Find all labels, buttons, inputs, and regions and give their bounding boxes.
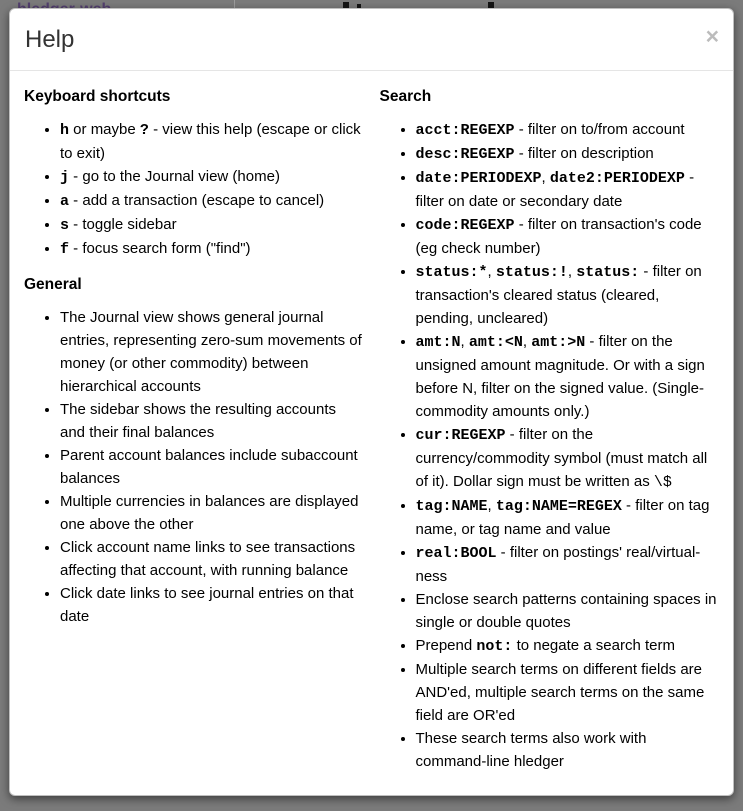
- code-token: status:*: [415, 264, 488, 281]
- help-list-item: • real:BOOL - filter on postings' real/virtual-ness: [416, 541, 720, 588]
- help-list-item: • amt:N, amt:<N, amt:>N - filter on the unsigned amount magnitude. Or with a sign before N, filter on the signed value. (Single-commodity amounts only.): [416, 330, 720, 423]
- code-token: h: [60, 122, 70, 139]
- code-token: real:BOOL: [415, 545, 497, 562]
- code-token: acct:REGEXP: [415, 122, 515, 139]
- help-section: [24, 85, 364, 261]
- help-list-item: • Enclose search patterns containing spaces in single or double quotes: [416, 588, 720, 634]
- code-token: tag:NAME: [415, 498, 488, 515]
- help-list-item: • The Journal view shows general journal entries, representing zero-sum movements of money (or other commodity) between hierarchical accounts: [60, 306, 364, 398]
- code-token: s: [60, 217, 70, 234]
- help-list-item: • cur:REGEXP - filter on the currency/commodity symbol (must match all of it). Dollar sign must be written as \$: [416, 423, 720, 494]
- help-list-item: • code:REGEXP - filter on transaction's code (eg check number): [416, 213, 720, 260]
- help-list-item: • h or maybe ? - view this help (escape or click to exit): [60, 118, 364, 165]
- help-column-right: [380, 85, 720, 785]
- code-token: code:REGEXP: [415, 217, 515, 234]
- section-heading: Search: [379, 88, 432, 105]
- help-list-item: • a - add a transaction (escape to cancel): [60, 189, 364, 213]
- help-list-item: • j - go to the Journal view (home): [60, 165, 364, 189]
- help-section: [380, 85, 720, 773]
- help-list-item: • Parent account balances include subaccount balances: [60, 444, 364, 490]
- modal-body: [10, 71, 733, 805]
- close-icon[interactable]: ×: [705, 23, 719, 49]
- help-list-item: • status:*, status:!, status: - filter on transaction's cleared status (cleared, pending, uncleared): [416, 260, 720, 330]
- help-list-item: • Click date links to see journal entries on that date: [60, 582, 364, 628]
- help-list-item: • acct:REGEXP - filter on to/from account: [416, 118, 720, 142]
- modal-header: [10, 9, 733, 71]
- help-list: [380, 118, 720, 773]
- code-token: j: [60, 169, 70, 186]
- help-modal: [9, 8, 734, 796]
- help-list: [24, 118, 364, 261]
- code-token: date2:PERIODEXP: [549, 170, 685, 187]
- help-list-item: • s - toggle sidebar: [60, 213, 364, 237]
- help-section: [24, 273, 364, 628]
- code-token: f: [60, 241, 70, 258]
- help-list-item: • Click account name links to see transactions affecting that account, with running balance: [60, 536, 364, 582]
- code-token: ?: [139, 122, 149, 139]
- modal-title: Help: [25, 26, 75, 53]
- help-list-item: • These search terms also work with command-line hledger: [416, 727, 720, 773]
- help-list-item: • Multiple search terms on different fields are AND'ed, multiple search terms on the same field are OR'ed: [416, 658, 720, 727]
- code-token: tag:NAME=REGEX: [495, 498, 622, 515]
- code-token: amt:<N: [468, 334, 523, 351]
- help-list-item: • desc:REGEXP - filter on description: [416, 142, 720, 166]
- help-list-item: • f - focus search form ("find"): [60, 237, 364, 261]
- code-token: not:: [476, 638, 513, 655]
- help-list-item: • Multiple currencies in balances are displayed one above the other: [60, 490, 364, 536]
- code-token: amt:>N: [531, 334, 586, 351]
- help-column-left: [24, 85, 364, 785]
- help-list-item: • The sidebar shows the resulting accounts and their final balances: [60, 398, 364, 444]
- code-token: a: [60, 193, 70, 210]
- section-heading: Keyboard shortcuts: [24, 88, 171, 105]
- help-list-item: • Prepend not: to negate a search term: [416, 634, 720, 658]
- code-token: date:PERIODEXP: [415, 170, 542, 187]
- help-list-item: • tag:NAME, tag:NAME=REGEX - filter on tag name, or tag name and value: [416, 494, 720, 541]
- code-token: status:: [576, 264, 640, 281]
- code-token: desc:REGEXP: [415, 146, 515, 163]
- code-token: status:!: [495, 264, 568, 281]
- help-list: [24, 306, 364, 628]
- mono-text: \$: [653, 474, 672, 491]
- help-list-item: • date:PERIODEXP, date2:PERIODEXP - filter on date or secondary date: [416, 166, 720, 213]
- code-token: amt:N: [415, 334, 461, 351]
- code-token: cur:REGEXP: [415, 427, 506, 444]
- section-heading: General: [24, 276, 82, 293]
